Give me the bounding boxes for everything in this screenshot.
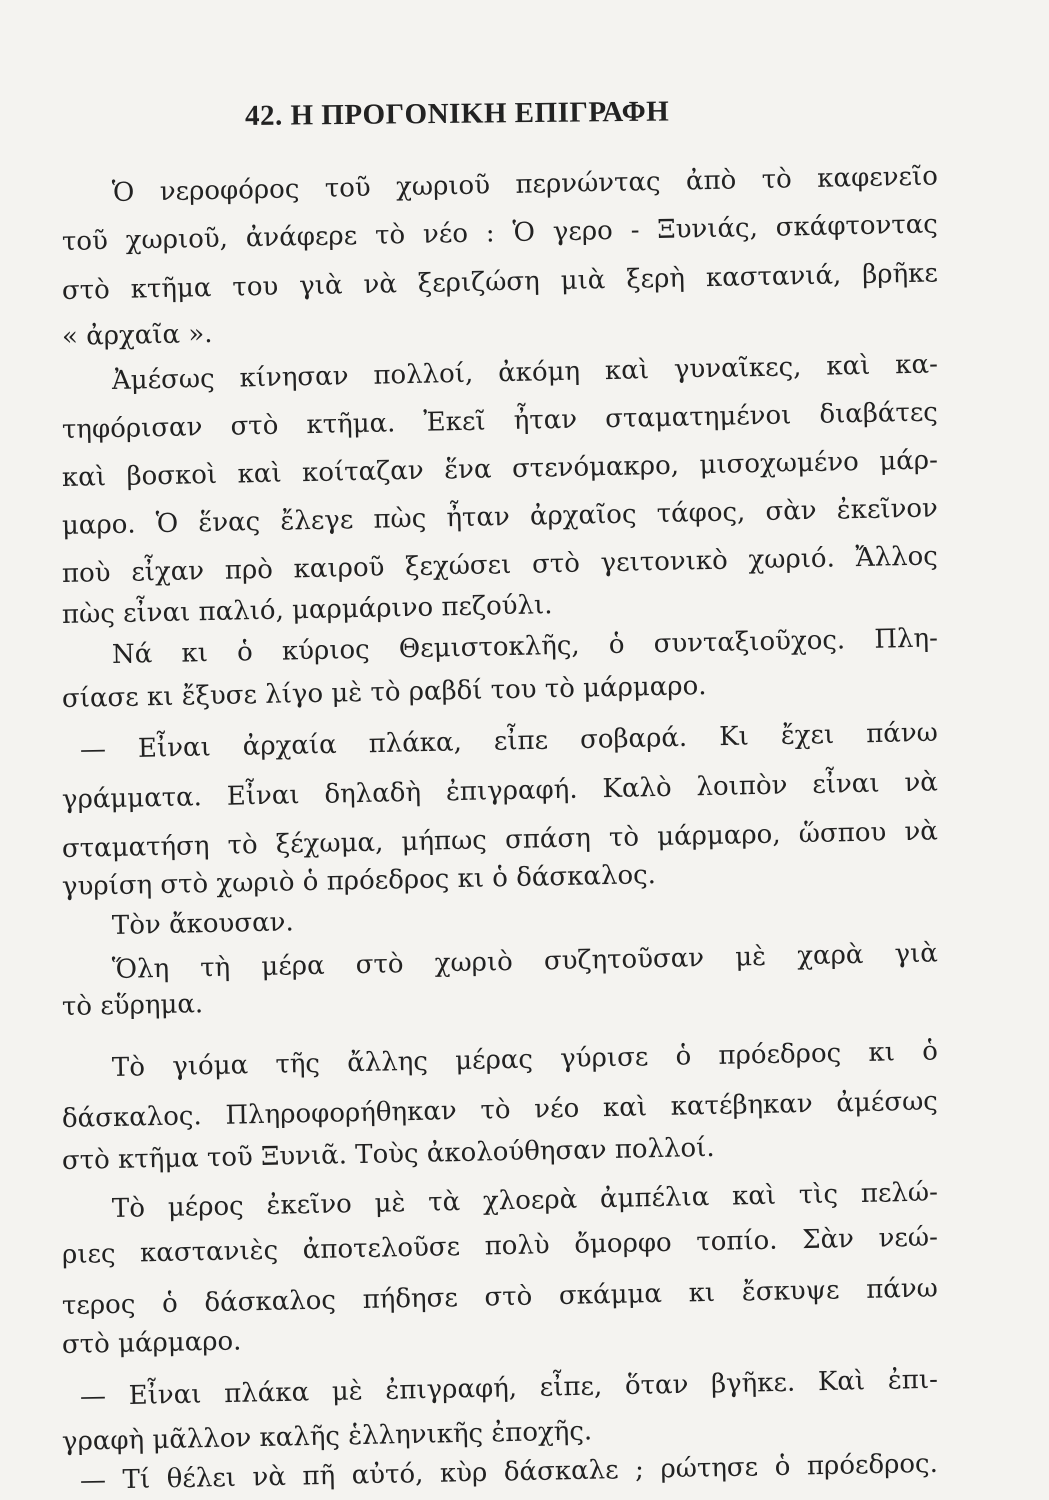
text-line: Τὸ μέρος ἐκεῖνο μὲ τὰ χλοερὰ ἀμπέλια καὶ τὶς πελώ-	[111, 1177, 939, 1224]
text-line: στὸ μάρμαρο.	[61, 1326, 242, 1360]
text-line: τὸ εὕρημα.	[61, 989, 204, 1022]
text-line: γυρίση στὸ χωριὸ ὁ πρόεδρος κι ὁ δάσκαλος.	[61, 860, 657, 902]
text-line: πὼς εἶναι παλιό, μαρμάρινο πεζούλι.	[61, 590, 553, 630]
chapter-title: 42. Η ΠΡΟΓΟΝΙΚΗ ΕΠΙΓΡΑΦΗ	[244, 95, 670, 132]
text-line: στὸ κτῆμα τοῦ Ξυνιᾶ. Τοὺς ἀκολούθησαν πολλοί.	[61, 1132, 715, 1176]
text-line: Νά κι ὁ κύριος Θεμιστοκλῆς, ὁ συνταξιοῦχος. Πλη-	[111, 623, 939, 670]
text-line: Ὅλη τὴ μέρα στὸ χωριὸ συζητοῦσαν μὲ χαρὰ γιὰ	[111, 938, 939, 985]
text-line: — Τί θέλει νὰ πῆ αὐτό, κὺρ δάσκαλε ; ρώτησε ὁ πρόεδρος.	[79, 1448, 939, 1496]
text-line: σταματήση τὸ ξέχωμα, μήπως σπάση τὸ μάρμαρο, ὥσπου νὰ	[61, 816, 939, 864]
text-line: ποὺ εἶχαν πρὸ καιροῦ ξεχώσει στὸ γειτονικὸ χωριό. Ἄλλος	[61, 541, 939, 589]
text-line: δάσκαλος. Πληροφορήθηκαν τὸ νέο καὶ κατέβηκαν ἀμέσως	[61, 1086, 939, 1134]
text-line: τοῦ χωριοῦ, ἀνάφερε τὸ νέο : Ὁ γερο - Ξυνιάς, σκάφτοντας	[61, 209, 939, 257]
text-line: τηφόρισαν στὸ κτῆμα. Ἐκεῖ ἦταν σταματημένοι διαβάτες	[61, 397, 939, 445]
text-line: στὸ κτῆμα του γιὰ νὰ ξεριζώση μιὰ ξερὴ καστανιά, βρῆκε	[61, 258, 939, 306]
text-line: — Εἶναι πλάκα μὲ ἐπιγραφή, εἶπε, ὅταν βγῆκε. Καὶ ἐπι-	[79, 1364, 939, 1412]
text-line: ριες καστανιὲς ἀποτελοῦσε πολὺ ὄμορφο τοπίο. Σὰν νεώ-	[61, 1222, 939, 1270]
text-line: Τὸν ἄκουσαν.	[111, 907, 294, 941]
text-line: μαρο. Ὁ ἕνας ἔλεγε πὼς ἦταν ἀρχαῖος τάφος, σὰν ἐκεῖνον	[61, 493, 939, 541]
text-line: καὶ βοσκοὶ καὶ κοίταζαν ἕνα στενόμακρο, μισοχωμένο μάρ-	[61, 445, 939, 493]
text-line: Ὁ νεροφόρος τοῦ χωριοῦ περνώντας ἀπὸ τὸ καφενεῖο	[111, 161, 939, 208]
text-line: γράμματα. Εἶναι δηλαδὴ ἐπιγραφή. Καλὸ λοιπὸν εἶναι νὰ	[61, 767, 939, 815]
text-line: τερος ὁ δάσκαλος πήδησε στὸ σκάμμα κι ἔσκυψε πάνω	[61, 1273, 939, 1321]
text-line: « ἀρχαῖα ».	[61, 318, 213, 352]
text-line: σίασε κι ἔξυσε λίγο μὲ τὸ ραβδί του τὸ μάρμαρο.	[61, 671, 707, 714]
text-line: γραφὴ μᾶλλον καλῆς ἑλληνικῆς ἐποχῆς.	[61, 1416, 593, 1457]
text-line: Τὸ γιόμα τῆς ἄλλης μέρας γύρισε ὁ πρόεδρος κι ὁ	[111, 1036, 939, 1083]
text-line: — Εἶναι ἀρχαία πλάκα, εἶπε σοβαρά. Κι ἔχει πάνω	[79, 717, 939, 765]
text-line: Ἀμέσως κίνησαν πολλοί, ἀκόμη καὶ γυναῖκες, καὶ κα-	[111, 349, 939, 396]
